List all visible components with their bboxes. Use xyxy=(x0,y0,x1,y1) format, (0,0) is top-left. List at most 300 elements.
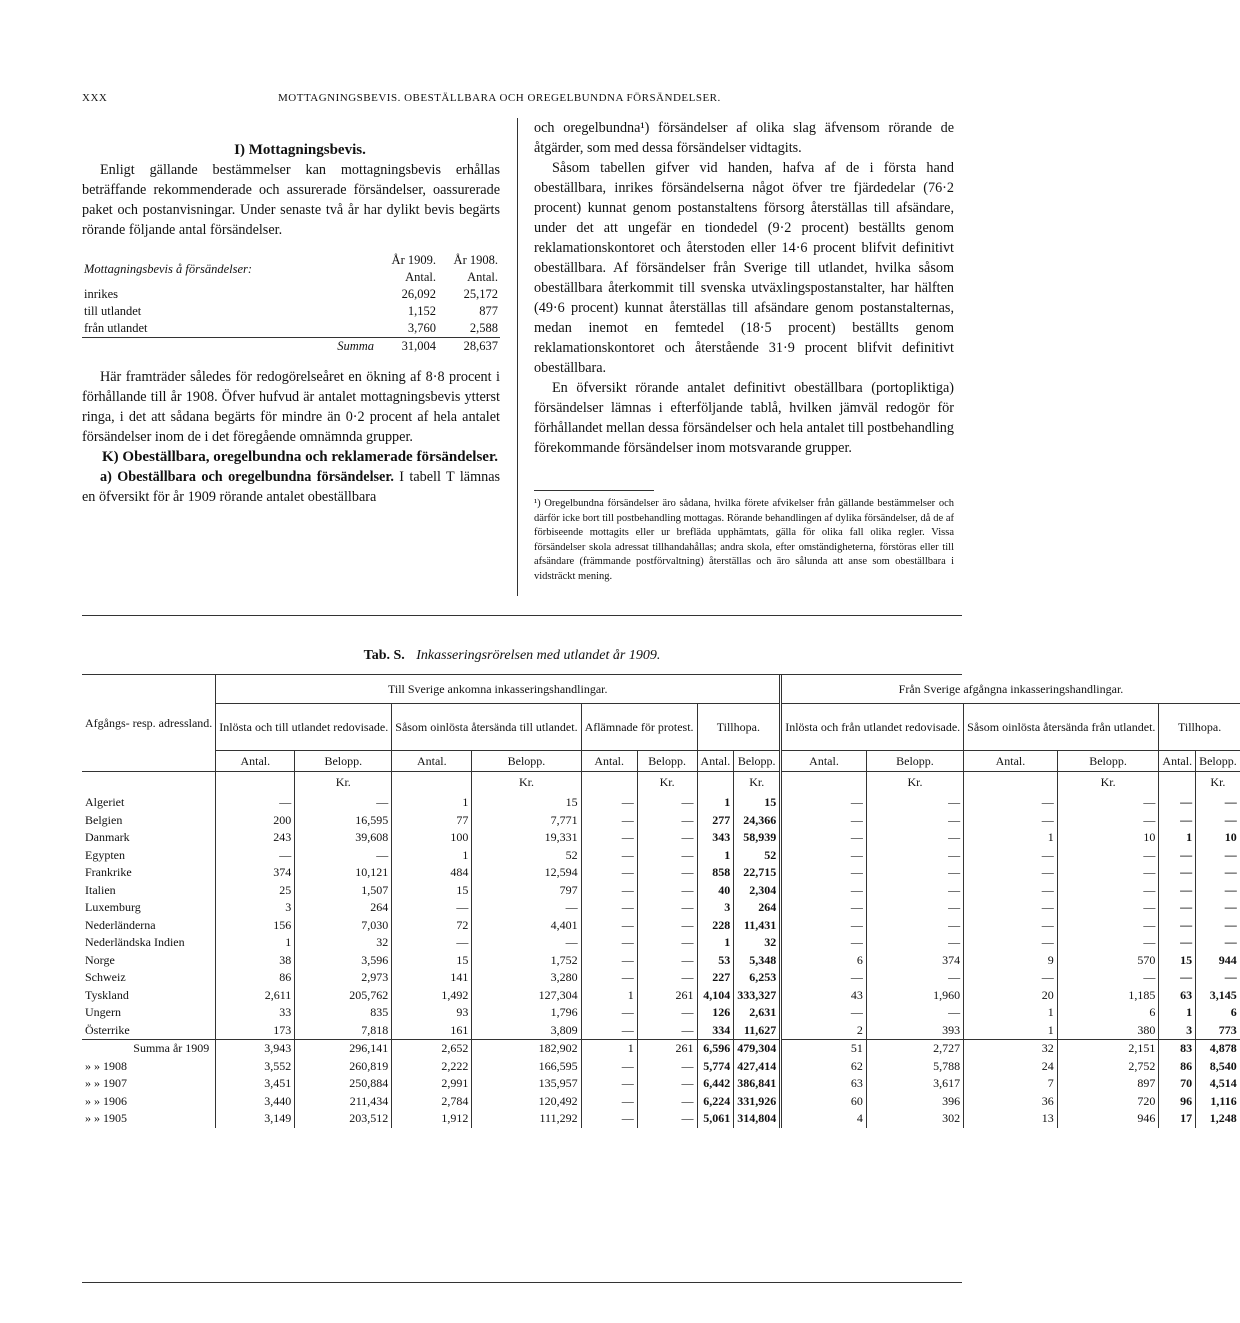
table-cell: 250,884 xyxy=(295,1075,392,1093)
table-cell: — xyxy=(1159,847,1196,865)
table-row xyxy=(82,882,1240,900)
table-cell: — xyxy=(637,882,697,900)
country-name: Italien xyxy=(85,882,116,897)
sub-a-heading: a) Obeställbara och oregelbundna försändelser. xyxy=(100,469,394,485)
table-cell: 374 xyxy=(866,952,963,970)
table-cell: — xyxy=(781,969,867,987)
table-cell: 2,727 xyxy=(866,1040,963,1058)
table-cell: 1 xyxy=(964,1022,1058,1040)
mini-sum-row xyxy=(82,338,500,356)
kr-antal-blank xyxy=(964,772,1058,795)
table-cell: 374 xyxy=(216,864,295,882)
table-cell: — xyxy=(392,934,472,952)
table-row xyxy=(82,847,1240,865)
table-cell: 70 xyxy=(1159,1075,1196,1093)
table-cell: — xyxy=(781,899,867,917)
table-cell: 86 xyxy=(1159,1058,1196,1076)
mini-sum1: 31,004 xyxy=(376,338,438,356)
table-cell: — xyxy=(581,1022,637,1040)
table-cell: 302 xyxy=(866,1110,963,1128)
table-cell: — xyxy=(581,934,637,952)
table-cell: 4,104 xyxy=(697,987,734,1005)
table-cell: 333,327 xyxy=(734,987,781,1005)
table-cell: — xyxy=(637,1058,697,1076)
table-cell: 2,652 xyxy=(392,1040,472,1058)
country-name: Schweiz xyxy=(85,970,126,984)
table-cell: — xyxy=(1196,794,1240,812)
table-cell: — xyxy=(637,847,697,865)
header-out-3: Tillhopa. xyxy=(1159,704,1240,751)
table-cell: 10,121 xyxy=(295,864,392,882)
total-label: Summa år 1909 xyxy=(82,1040,216,1058)
table-cell: 19,331 xyxy=(472,829,581,847)
table-cell: — xyxy=(1057,969,1159,987)
kr-antal-blank xyxy=(216,772,295,795)
mini-row-v2: 2,588 xyxy=(469,321,498,335)
header-in-1: Inlösta och till utlandet redovisade. xyxy=(216,704,392,751)
table-cell: 227 xyxy=(697,969,734,987)
table-cell: 1,960 xyxy=(866,987,963,1005)
table-cell: — xyxy=(964,934,1058,952)
table-cell: — xyxy=(964,899,1058,917)
table-cell: 161 xyxy=(392,1022,472,1040)
table-cell: 334 xyxy=(697,1022,734,1040)
table-cell: 3 xyxy=(1159,1022,1196,1040)
table-cell: — xyxy=(637,1022,697,1040)
table-cell: — xyxy=(1159,969,1196,987)
table-cell: 43 xyxy=(781,987,867,1005)
table-cell: 1,248 xyxy=(1196,1110,1240,1128)
left-paragraph-3-text: I tabell T lämnas en öfversikt för år 1909 rörande antalet obeställbara xyxy=(82,469,501,505)
table-cell: 228 xyxy=(697,917,734,935)
table-cell: 53 xyxy=(697,952,734,970)
mottagningsbevis-table xyxy=(82,252,500,355)
footnote-rule xyxy=(534,490,654,491)
table-cell: — xyxy=(866,899,963,917)
table-cell: 314,804 xyxy=(734,1110,781,1128)
table-cell: 7,030 xyxy=(295,917,392,935)
table-cell: 261 xyxy=(637,1040,697,1058)
right-paragraph-3: En öfversikt rörande antalet definitivt obeställbara (portopliktiga) försändelser lämnas i efterföljande tablå, hvilken jämväl redogör för förhållandet mellan dessa försändelser och hela antalet till postbehandling förekommande försändelser inom motsvarande grupper. xyxy=(534,380,954,456)
kr-unit: Kr. xyxy=(472,772,581,795)
table-cell: 100 xyxy=(392,829,472,847)
table-cell: 173 xyxy=(216,1022,295,1040)
table-cell: 63 xyxy=(781,1075,867,1093)
total-row xyxy=(82,1110,1240,1128)
table-cell: 1 xyxy=(581,1040,637,1058)
table-cell: 36 xyxy=(964,1093,1058,1111)
table-cell: 4,401 xyxy=(472,917,581,935)
table-row xyxy=(82,987,1240,1005)
table-cell: 1,752 xyxy=(472,952,581,970)
table-cell: — xyxy=(581,829,637,847)
left-paragraph-2: Här framträder således för redogörelseåret en ökning af 8·8 procent i förhållande till år 1908. Öfver hufvud är antalet mottagningsbevis ytterst ringa, i det att sådana begärts för mindre än 0·2 procent af hela antalet försändelser inom de i det föregående omnämnda grupper. xyxy=(82,369,500,445)
table-cell: 5,774 xyxy=(697,1058,734,1076)
table-cell: 3,552 xyxy=(216,1058,295,1076)
table-cell: — xyxy=(581,1004,637,1022)
header-belopp: Belopp. xyxy=(1057,751,1159,772)
inkassering-table xyxy=(82,675,1240,1128)
table-cell: 797 xyxy=(472,882,581,900)
table-cell: 24 xyxy=(964,1058,1058,1076)
table-cell: — xyxy=(964,864,1058,882)
table-cell: 396 xyxy=(866,1093,963,1111)
right-paragraph-1: och oregelbundna¹) försändelser af olika slag äfvensom rörande de åtgärder, som med dessa försändelser vidtagits. xyxy=(534,120,954,156)
total-row xyxy=(82,1075,1240,1093)
kr-antal-blank xyxy=(1159,772,1196,795)
table-cell: — xyxy=(637,1075,697,1093)
table-cell: — xyxy=(1057,899,1159,917)
header-antal: Antal. xyxy=(697,751,734,772)
table-cell: 261 xyxy=(637,987,697,1005)
table-cell: 96 xyxy=(1159,1093,1196,1111)
table-cell: 946 xyxy=(1057,1110,1159,1128)
table-cell: 9 xyxy=(964,952,1058,970)
table-cell: 484 xyxy=(392,864,472,882)
table-cell: 2,973 xyxy=(295,969,392,987)
table-cell: 156 xyxy=(216,917,295,935)
table-cell: 7 xyxy=(964,1075,1058,1093)
table-cell: 32 xyxy=(964,1040,1058,1058)
table-row xyxy=(82,1022,1240,1040)
table-cell: 10 xyxy=(1057,829,1159,847)
table-cell: — xyxy=(1057,882,1159,900)
table-cell: 33 xyxy=(216,1004,295,1022)
total-row xyxy=(82,1093,1240,1111)
table-cell: — xyxy=(581,882,637,900)
table-row xyxy=(82,864,1240,882)
table-cell: 52 xyxy=(734,847,781,865)
mini-row-name: inrikes xyxy=(84,287,119,301)
table-cell: 13 xyxy=(964,1110,1058,1128)
page-number: XXX xyxy=(82,92,108,104)
table-cell: — xyxy=(964,969,1058,987)
table-cell: 63 xyxy=(1159,987,1196,1005)
table-title: Inkasseringsrörelsen med utlandet år 1909. xyxy=(416,648,661,663)
header-antal: Antal. xyxy=(216,751,295,772)
table-row xyxy=(82,934,1240,952)
table-cell: — xyxy=(637,969,697,987)
table-cell: 182,902 xyxy=(472,1040,581,1058)
table-cell: 1 xyxy=(697,847,734,865)
table-cell: 2,784 xyxy=(392,1093,472,1111)
table-cell: — xyxy=(866,969,963,987)
table-cell: 15 xyxy=(734,794,781,812)
table-cell: — xyxy=(1057,812,1159,830)
country-name: Algeriet xyxy=(85,795,125,809)
table-cell: — xyxy=(781,882,867,900)
table-cell: 40 xyxy=(697,882,734,900)
table-cell: 3 xyxy=(216,899,295,917)
table-cell: — xyxy=(1057,794,1159,812)
kr-antal-blank xyxy=(581,772,637,795)
header-belopp: Belopp. xyxy=(637,751,697,772)
table-cell: 1 xyxy=(581,987,637,1005)
table-cell: 111,292 xyxy=(472,1110,581,1128)
table-cell: 944 xyxy=(1196,952,1240,970)
header-belopp: Belopp. xyxy=(295,751,392,772)
table-cell: 7,771 xyxy=(472,812,581,830)
table-cell: — xyxy=(1159,812,1196,830)
table-cell: 3,145 xyxy=(1196,987,1240,1005)
table-cell: — xyxy=(866,794,963,812)
table-row xyxy=(82,829,1240,847)
table-cell: 1,116 xyxy=(1196,1093,1240,1111)
table-cell: 1 xyxy=(697,794,734,812)
left-paragraph-3 xyxy=(82,467,500,507)
table-cell: — xyxy=(637,1004,697,1022)
table-cell: — xyxy=(637,829,697,847)
table-cell: 10 xyxy=(1196,829,1240,847)
table-cell: 3,596 xyxy=(295,952,392,970)
table-cell: 1 xyxy=(964,829,1058,847)
total-label: » » 1907 xyxy=(85,1076,127,1090)
table-cell: 1,507 xyxy=(295,882,392,900)
table-cell: — xyxy=(1159,794,1196,812)
table-cell: 2 xyxy=(781,1022,867,1040)
mini-row-v1: 26,092 xyxy=(401,287,436,301)
table-cell: 386,841 xyxy=(734,1075,781,1093)
header-belopp: Belopp. xyxy=(1196,751,1240,772)
mini-row-v1: 3,760 xyxy=(407,321,436,335)
table-cell: 343 xyxy=(697,829,734,847)
table-cell: — xyxy=(581,1058,637,1076)
country-name: Belgien xyxy=(85,812,123,827)
table-cell: — xyxy=(781,934,867,952)
table-row xyxy=(82,969,1240,987)
header-in-3: Aflämnade för protest. xyxy=(581,704,697,751)
table-caption xyxy=(0,648,1024,664)
right-column xyxy=(534,118,954,458)
table-cell: 203,512 xyxy=(295,1110,392,1128)
table-cell: — xyxy=(1159,864,1196,882)
table-cell: 77 xyxy=(392,812,472,830)
country-name: Frankrike xyxy=(85,865,132,879)
table-cell: 51 xyxy=(781,1040,867,1058)
table-cell: 4 xyxy=(781,1110,867,1128)
country-name: Nederländska Indien xyxy=(85,935,185,949)
table-row xyxy=(82,899,1240,917)
mini-table-label: Mottagningsbevis å försändelser: xyxy=(84,261,253,276)
table-cell: — xyxy=(1057,917,1159,935)
table-cell: — xyxy=(637,899,697,917)
table-cell: — xyxy=(781,829,867,847)
table-cell: — xyxy=(216,847,295,865)
table-cell: 897 xyxy=(1057,1075,1159,1093)
header-belopp: Belopp. xyxy=(734,751,781,772)
table-cell: 3,440 xyxy=(216,1093,295,1111)
mini-row xyxy=(82,303,500,320)
table-cell: 5,348 xyxy=(734,952,781,970)
table-cell: 260,819 xyxy=(295,1058,392,1076)
table-row xyxy=(82,1004,1240,1022)
table-cell: — xyxy=(1196,847,1240,865)
total-label: » » 1908 xyxy=(85,1058,127,1073)
kr-unit: Kr. xyxy=(1057,772,1159,795)
running-title: MOTTAGNINGSBEVIS. OBESTÄLLBARA OCH OREGELBUNDNA FÖRSÄNDELSER. xyxy=(278,92,721,104)
table-cell: 479,304 xyxy=(734,1040,781,1058)
table-cell: — xyxy=(392,899,472,917)
table-cell: — xyxy=(866,934,963,952)
table-cell: — xyxy=(1196,864,1240,882)
table-cell: 380 xyxy=(1057,1022,1159,1040)
table-cell: 127,304 xyxy=(472,987,581,1005)
country-name: Österrike xyxy=(85,1022,130,1037)
mini-sum-label: Summa xyxy=(82,338,376,356)
table-cell: — xyxy=(1159,882,1196,900)
table-cell: 5,061 xyxy=(697,1110,734,1128)
header-in-2: Såsom oinlösta återsända till utlandet. xyxy=(392,704,581,751)
header-out-2: Såsom oinlösta återsända från utlandet. xyxy=(964,704,1159,751)
header-antal: Antal. xyxy=(964,751,1058,772)
table-cell: 3 xyxy=(697,899,734,917)
table-cell: — xyxy=(1196,899,1240,917)
table-cell: — xyxy=(1196,812,1240,830)
table-cell: 60 xyxy=(781,1093,867,1111)
table-cell: — xyxy=(637,1093,697,1111)
table-cell: 15 xyxy=(472,794,581,812)
table-cell: — xyxy=(1057,864,1159,882)
table-cell: — xyxy=(581,794,637,812)
table-cell: — xyxy=(781,864,867,882)
header-antal: Antal. xyxy=(392,751,472,772)
table-cell: 720 xyxy=(1057,1093,1159,1111)
header-in-4: Tillhopa. xyxy=(697,704,781,751)
table-cell: 2,304 xyxy=(734,882,781,900)
table-cell: 22,715 xyxy=(734,864,781,882)
kr-unit: Kr. xyxy=(866,772,963,795)
section-i-heading: I) Mottagningsbevis. xyxy=(234,142,366,158)
table-cell: — xyxy=(637,812,697,830)
column-divider xyxy=(517,118,518,596)
table-cell: — xyxy=(581,812,637,830)
table-cell: 11,431 xyxy=(734,917,781,935)
table-cell: 126 xyxy=(697,1004,734,1022)
table-cell: — xyxy=(637,794,697,812)
table-cell: — xyxy=(1196,882,1240,900)
table-cell: 15 xyxy=(392,952,472,970)
table-cell: — xyxy=(295,794,392,812)
table-cell: 166,595 xyxy=(472,1058,581,1076)
mini-col2-head: År 1908. xyxy=(453,253,498,267)
table-cell: — xyxy=(472,934,581,952)
table-cell: — xyxy=(581,952,637,970)
table-cell: 1 xyxy=(964,1004,1058,1022)
table-cell: — xyxy=(1159,917,1196,935)
table-cell: 17 xyxy=(1159,1110,1196,1128)
total-row xyxy=(82,1058,1240,1076)
table-cell: — xyxy=(637,864,697,882)
header-antal: Antal. xyxy=(1159,751,1196,772)
table-cell: 1,185 xyxy=(1057,987,1159,1005)
table-cell: — xyxy=(1196,934,1240,952)
header-antal: Antal. xyxy=(581,751,637,772)
table-cell: 4,878 xyxy=(1196,1040,1240,1058)
kr-antal-blank xyxy=(392,772,472,795)
table-cell: — xyxy=(472,899,581,917)
table-cell: 52 xyxy=(472,847,581,865)
header-antal: Antal. xyxy=(781,751,867,772)
table-row xyxy=(82,952,1240,970)
table-cell: 3,451 xyxy=(216,1075,295,1093)
table-cell: — xyxy=(637,1110,697,1128)
table-cell: — xyxy=(581,1075,637,1093)
mini-row-v2: 25,172 xyxy=(463,287,498,301)
table-cell: 1,912 xyxy=(392,1110,472,1128)
table-cell: 3,809 xyxy=(472,1022,581,1040)
table-cell: — xyxy=(866,829,963,847)
table-cell: 72 xyxy=(392,917,472,935)
table-bottom-rule xyxy=(82,1282,962,1283)
table-cell: — xyxy=(866,882,963,900)
section-divider xyxy=(82,615,962,616)
kr-antal-blank xyxy=(697,772,734,795)
table-cell: 858 xyxy=(697,864,734,882)
section-k-heading: K) Obeställbara, oregelbundna och reklamerade försändelser. xyxy=(102,449,498,465)
table-cell: 93 xyxy=(392,1004,472,1022)
table-cell: — xyxy=(581,969,637,987)
table-cell: 427,414 xyxy=(734,1058,781,1076)
mini-row-v2: 877 xyxy=(479,304,498,318)
kr-unit: Kr. xyxy=(734,772,781,795)
table-cell: — xyxy=(637,934,697,952)
kr-unit: Kr. xyxy=(1196,772,1240,795)
table-cell: 3,617 xyxy=(866,1075,963,1093)
table-cell: — xyxy=(216,794,295,812)
table-cell: 1 xyxy=(1159,1004,1196,1022)
left-column xyxy=(82,140,500,507)
total-row xyxy=(82,1040,1240,1058)
table-cell: 264 xyxy=(734,899,781,917)
table-cell: 1 xyxy=(392,794,472,812)
country-name: Ungern xyxy=(85,1005,121,1019)
table-cell: 120,492 xyxy=(472,1093,581,1111)
table-cell: 6,224 xyxy=(697,1093,734,1111)
table-cell: 25 xyxy=(216,882,295,900)
kr-antal-blank xyxy=(781,772,867,795)
mini-col1-head: År 1909. xyxy=(391,253,436,267)
header-group-in: Till Sverige ankomna inkasseringshandlingar. xyxy=(216,675,781,704)
total-label: » » 1905 xyxy=(85,1111,127,1125)
table-cell: 296,141 xyxy=(295,1040,392,1058)
header-belopp: Belopp. xyxy=(866,751,963,772)
header-country: Afgångs- resp. adressland. xyxy=(82,675,216,772)
table-cell: — xyxy=(866,1004,963,1022)
table-cell: 3,943 xyxy=(216,1040,295,1058)
table-cell: 211,434 xyxy=(295,1093,392,1111)
table-cell: — xyxy=(1159,899,1196,917)
table-cell: 2,151 xyxy=(1057,1040,1159,1058)
table-cell: 12,594 xyxy=(472,864,581,882)
table-cell: 264 xyxy=(295,899,392,917)
country-name: Tyskland xyxy=(85,987,129,1002)
table-cell: — xyxy=(1057,934,1159,952)
table-cell: 58,939 xyxy=(734,829,781,847)
table-cell: 2,611 xyxy=(216,987,295,1005)
table-cell: — xyxy=(781,1004,867,1022)
table-cell: — xyxy=(581,917,637,935)
table-cell: 32 xyxy=(295,934,392,952)
table-cell: — xyxy=(964,917,1058,935)
table-cell: 62 xyxy=(781,1058,867,1076)
table-cell: 15 xyxy=(1159,952,1196,970)
table-cell: 6 xyxy=(781,952,867,970)
table-cell: 16,595 xyxy=(295,812,392,830)
table-cell: — xyxy=(1196,917,1240,935)
table-cell: — xyxy=(581,1093,637,1111)
table-cell: 8,540 xyxy=(1196,1058,1240,1076)
table-cell: — xyxy=(581,1110,637,1128)
